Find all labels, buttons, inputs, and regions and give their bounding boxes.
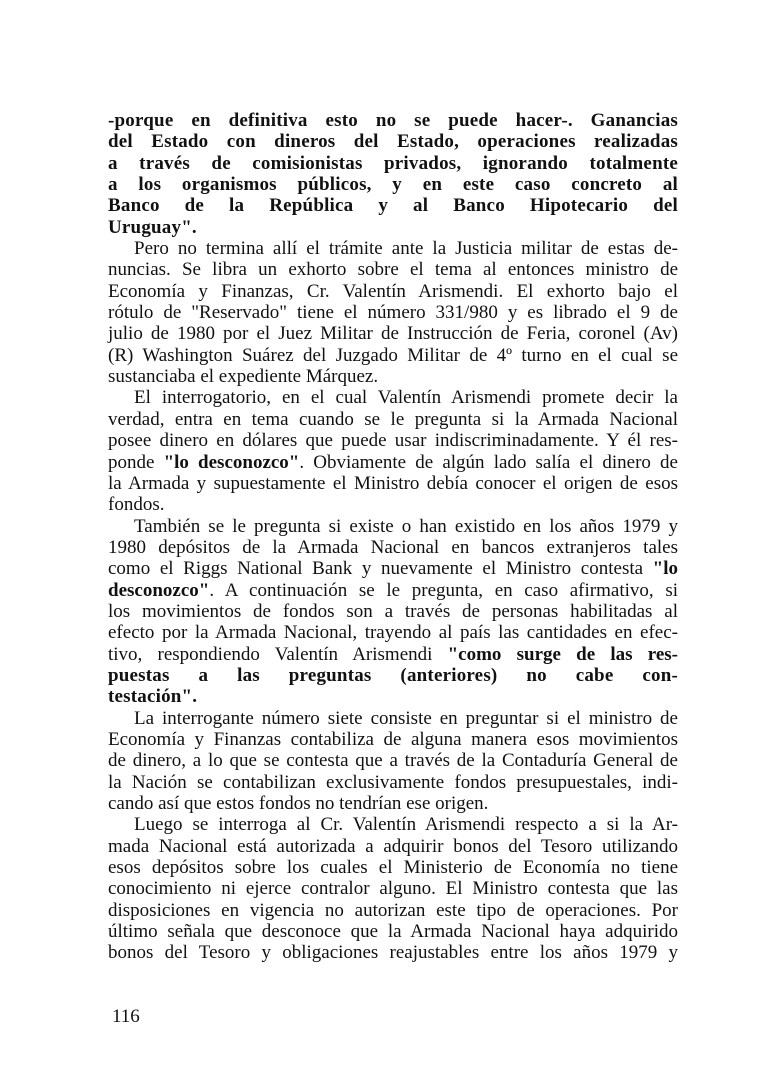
text-line [108,750,678,771]
text: . Obviamente de algún lado salía el dinero de [299,451,678,473]
text-line [108,878,678,899]
bold-text: testación". [108,686,198,708]
text-line [108,387,678,408]
text-line [108,857,678,878]
bold-text: Uruguay". [108,216,197,238]
text-line [108,153,678,174]
bold-text: desconozco" [108,579,210,601]
text-line [108,729,678,750]
text-line [108,836,678,857]
text-line [108,921,678,942]
bold-text: "lo desconozco" [163,451,300,473]
bold-text: a los organismos públicos, y en este caso concreto al [108,174,678,196]
text-line [108,131,678,152]
text: El interrogatorio, en el cual Valentín Arismendi promete decir la [134,387,678,409]
page-number: 116 [112,1006,140,1027]
bold-text: Banco de la República y al Banco Hipotecario del [108,195,678,217]
text: julio de 1980 por el Juez Militar de Instrucción de Feria, coronel (Av) [108,323,678,345]
text: los movimientos de fondos son a través de personas habilitadas al [108,600,678,622]
text-line [108,110,678,131]
text: disposiciones en vigencia no autorizan este tipo de operaciones. Por [108,899,678,921]
text-line [108,516,678,537]
text: Pero no termina allí el trámite ante la Justicia militar de estas de- [134,238,678,260]
text-line [108,558,678,579]
text: Economía y Finanzas contabiliza de alguna manera esos movimientos [108,728,678,750]
text: Luego se interroga al Cr. Valentín Arismendi respecto a si la Ar- [134,814,678,836]
text: También se le pregunta si existe o han existido en los años 1979 y [134,515,678,537]
text: conocimiento ni ejerce contralor alguno. El Ministro contesta que las [108,878,678,900]
text-line [108,686,678,707]
text: cando así que estos fondos no tendrían ese origen. [108,793,489,814]
text-line [108,259,678,280]
text: esos depósitos sobre los cuales el Ministerio de Economía no tiene [108,857,678,879]
text: 1980 depósitos de la Armada Nacional en bancos extranjeros tales [108,536,678,558]
text-line [108,174,678,195]
text: último señala que desconoce que la Armada Nacional haya adquirido [108,921,678,943]
text-line [108,238,678,259]
text-line [108,665,678,686]
bold-text: "lo [652,558,678,580]
bold-text: puestas a las preguntas (anteriores) no cabe con- [108,664,678,686]
text: La interrogante número siete consiste en preguntar si el ministro de [134,707,678,729]
text-line [108,622,678,643]
text: bonos del Tesoro y obligaciones reajustables entre los años 1979 y [108,942,678,964]
text-line [108,452,678,473]
text: rótulo de "Reservado" tiene el número 331/980 y es librado el 9 de [108,302,678,324]
text-line [108,942,678,963]
bold-text: "como surge de las res- [447,643,678,665]
text: . A continuación se le pregunta, en caso afirmativo, si [209,579,678,601]
page-body [108,110,678,964]
text-line [108,281,678,302]
text-line [108,366,678,387]
text-line [108,601,678,622]
text-line [108,537,678,558]
text: como el Riggs National Bank y nuevamente el Ministro contesta [108,558,653,580]
text-line [108,900,678,921]
bold-text: a través de comisionistas privados, ignorando totalmente [108,152,678,174]
text-line [108,708,678,729]
text: fondos. [108,494,165,516]
text: efecto por la Armada Nacional, trayendo al país las cantidades en efec- [108,622,678,644]
text: verdad, entra en tema cuando se le pregunta si la Armada Nacional [108,408,678,430]
text: posee dinero en dólares que puede usar indiscriminadamente. Y él res- [108,430,678,452]
text: (R) Washington Suárez del Juzgado Militar de 4º turno en el cual se [108,344,678,366]
text-line [108,772,678,793]
bold-text: -porque en definitiva esto no se puede hacer-. Ganancias [108,110,678,131]
text: tivo, respondiendo Valentín Arismendi [108,643,448,665]
text-line [108,345,678,366]
text-line [108,302,678,323]
text: Economía y Finanzas, Cr. Valentín Arismendi. El exhorto bajo el [108,280,678,302]
text-line [108,580,678,601]
text-line [108,409,678,430]
text-line [108,494,678,515]
text-line [108,217,678,238]
text-line [108,430,678,451]
text-line [108,814,678,835]
text: sustanciaba el expediente Márquez. [108,366,379,388]
text-line [108,793,678,814]
bold-text: del Estado con dineros del Estado, operaciones realizadas [108,131,678,153]
text-line [108,644,678,665]
text: de dinero, a lo que se contesta que a través de la Contaduría General de [108,750,678,772]
text: nuncias. Se libra un exhorto sobre el tema al entonces ministro de [108,259,678,281]
text: la Nación se contabilizan exclusivamente fondos presupuestales, indi- [108,771,678,793]
text: la Armada y supuestamente el Ministro debía conocer el origen de esos [108,472,678,494]
text-line [108,195,678,216]
text: mada Nacional está autorizada a adquirir bonos del Tesoro utilizando [108,835,678,857]
text-line [108,473,678,494]
text: ponde [108,451,164,473]
text-line [108,323,678,344]
